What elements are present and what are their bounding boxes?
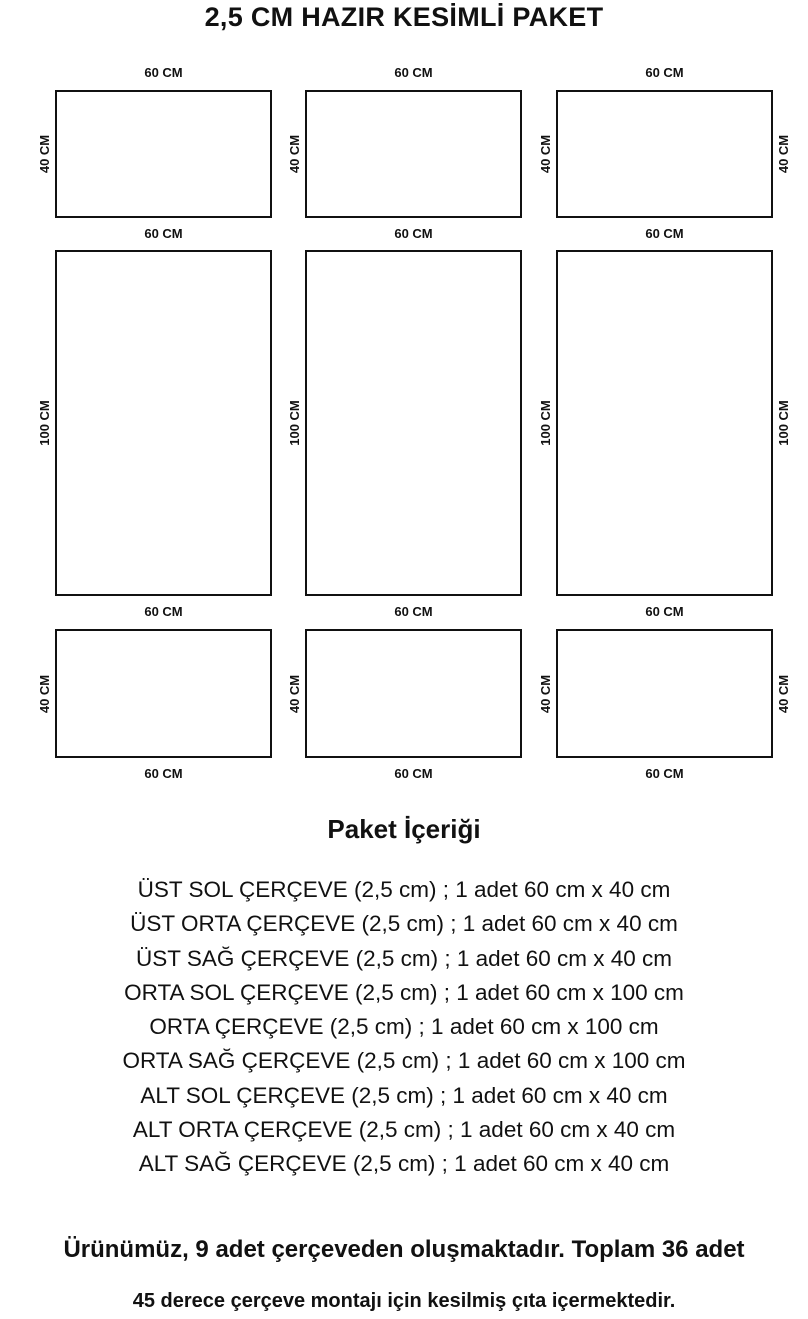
frame-orta-sag-height-right-label: 100 CM xyxy=(776,400,791,446)
frame-alt-sag-width-bottom-label: 60 CM xyxy=(645,766,684,781)
frame-ust-sag-height-right-label: 40 CM xyxy=(776,134,791,174)
frame-alt-sag-height-right-label: 40 CM xyxy=(776,674,791,713)
frame-orta-sol-height-left-label: 100 CM xyxy=(37,400,52,446)
package-item-alt-sol: ALT SOL ÇERÇEVE (2,5 cm) ; 1 adet 60 cm x 40 cm xyxy=(140,1082,668,1108)
frame-ust-sag xyxy=(556,90,773,218)
frame-ust-orta-height-left-label: 40 CM xyxy=(287,134,302,174)
package-item-orta-sol: ORTA SOL ÇERÇEVE (2,5 cm) ; 1 adet 60 cm x 100 cm xyxy=(124,979,684,1005)
package-item-orta-sag: ORTA SAĞ ÇERÇEVE (2,5 cm) ; 1 adet 60 cm x 100 cm xyxy=(122,1048,686,1074)
frame-alt-orta-width-bottom-label: 60 CM xyxy=(394,766,433,781)
frame-alt-sol-width-bottom-label: 60 CM xyxy=(144,766,183,781)
page-title: 2,5 CM HAZIR KESİMLİ PAKET xyxy=(204,2,604,32)
frame-orta-sol-width-bottom-label: 60 CM xyxy=(144,604,183,619)
footer-line-1: Ürünümüz, 9 adet çerçeveden oluşmaktadır. Toplam 36 adet xyxy=(63,1236,745,1263)
package-item-ust-sag: ÜST SAĞ ÇERÇEVE (2,5 cm) ; 1 adet 60 cm x 40 cm xyxy=(135,945,672,971)
frame-alt-sol xyxy=(55,629,272,758)
package-item-alt-orta: ALT ORTA ÇERÇEVE (2,5 cm) ; 1 adet 60 cm x 40 cm xyxy=(132,1117,676,1143)
frame-alt-sag-height-left-label: 40 CM xyxy=(538,674,553,713)
package-item-orta: ORTA ÇERÇEVE (2,5 cm) ; 1 adet 60 cm x 100 cm xyxy=(149,1014,659,1040)
frame-ust-sol xyxy=(55,90,272,218)
frame-ust-orta-width-bottom-label: 60 CM xyxy=(394,226,433,241)
frame-ust-sag-width-bottom-label: 60 CM xyxy=(645,226,684,241)
package-contents-heading: Paket İçeriği xyxy=(327,814,481,844)
frame-ust-orta xyxy=(305,90,522,218)
frame-orta-width-bottom-label: 60 CM xyxy=(394,604,433,619)
frame-alt-sol-height-left-label: 40 CM xyxy=(37,674,52,713)
frame-ust-sol-width-top-label: 60 CM xyxy=(144,65,183,80)
frame-ust-sag-height-left-label: 40 CM xyxy=(538,134,553,174)
package-contents-list xyxy=(0,873,808,1182)
frame-alt-orta-height-left-label: 40 CM xyxy=(287,674,302,713)
frame-orta-sag xyxy=(556,250,773,596)
package-item-alt-sag: ALT SAĞ ÇERÇEVE (2,5 cm) ; 1 adet 60 cm x 40 cm xyxy=(138,1151,670,1177)
frame-ust-sol-height-left-label: 40 CM xyxy=(37,134,52,174)
frame-orta-height-left-label: 100 CM xyxy=(287,400,302,446)
frame-orta xyxy=(305,250,522,596)
package-item-ust-sol: ÜST SOL ÇERÇEVE (2,5 cm) ; 1 adet 60 cm x 40 cm xyxy=(137,877,671,902)
footer-line-2: 45 derece çerçeve montajı için kesilmiş çıta içermektedir. xyxy=(132,1290,676,1312)
frame-ust-sag-width-top-label: 60 CM xyxy=(645,65,684,80)
frame-orta-sol xyxy=(55,250,272,596)
frame-alt-orta xyxy=(305,629,522,758)
frame-ust-sol-width-bottom-label: 60 CM xyxy=(144,226,183,241)
frame-alt-sag xyxy=(556,629,773,758)
frame-orta-sag-width-bottom-label: 60 CM xyxy=(645,604,684,619)
frame-ust-orta-width-top-label: 60 CM xyxy=(394,65,433,80)
frame-orta-sag-height-left-label: 100 CM xyxy=(538,400,553,446)
package-item-ust-orta: ÜST ORTA ÇERÇEVE (2,5 cm) ; 1 adet 60 cm x 40 cm xyxy=(130,911,678,937)
